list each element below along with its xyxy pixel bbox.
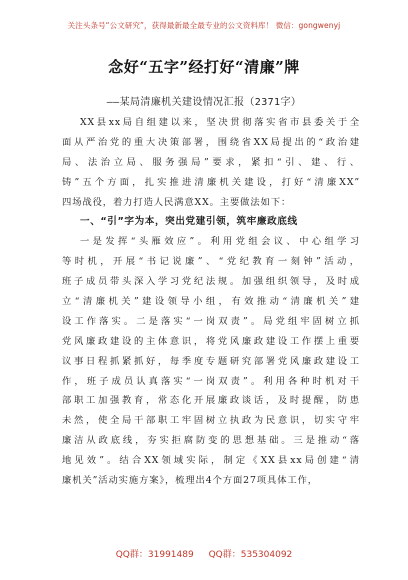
paragraph-line: 四场战役，着力打造人民满意XX。主要做法如下： [62,196,292,208]
paragraph-line: 未然，使全局干部职工牢固树立执政为民意识，切实守牢 [62,415,360,427]
section-heading: 一、“引”字为本，突出党建引领，筑牢廉政底线 [80,216,298,228]
paragraph-line: 设工作落实。二是落实“一岗双责”。局党组牢固树立抓 [62,315,360,327]
qq-group-2: QQ群：535304092 [208,550,293,560]
qq-group-1: QQ群：31991489 [115,550,194,560]
paragraph-line: 部职工加强教育，常态化开展廉政谈话，及时提醒，防患 [62,395,360,407]
footer-contact [0,547,408,560]
paragraph-line: 一是发挥“头雁效应”。利用党组会议、中心组学习 [80,236,360,248]
paragraph-line: XX县xx局自组建以来，坚决贯彻落实省市县委关于全 [80,117,360,128]
paragraph-line: 立“清廉机关”建设领导小组，有效推动“清廉机关”建 [62,296,360,308]
document-title: 念好“五字”经打好“清廉”牌 [108,58,300,76]
paragraph-line: 议事日程抓紧抓好，每季度专题研究部署党风廉政建设工 [62,355,360,367]
promo-banner: 关注头条号“公文研究”，获得最新最全最专业的公文资料库！ 微信：gongwenyj [67,21,341,30]
paragraph-line: 局、法治立局、服务强局”要求，紧扣“引、建、行、 [62,156,360,168]
paragraph-line: 党风廉政建设的主体意识，将党风廉政建设工作摆上重要 [62,335,360,347]
document-body [62,113,360,491]
paragraph-line: 廉洁从政底线，夯实拒腐防变的思想基础。三是推动“落 [62,435,360,447]
paragraph-line: 作，班子成员认真落实“一岗双责”。利用各种时机对干 [62,375,360,387]
paragraph-line: 廉机关”活动实施方案》，梳理出4个方面27项具体工作， [62,475,318,487]
paragraph-line: 等时机，开展“书记说廉”、“党纪教育一刻钟”活动， [62,256,360,268]
paragraph-line: 面从严治党的重大决策部署，围绕省XX局提出的“政治建 [62,136,360,148]
paragraph-line: 铸”五个方面，扎实推进清廉机关建设，打好“清廉XX” [62,176,360,188]
paragraph-line: 地见效”。结合XX领域实际，制定《XX县xx局创建“清 [62,455,360,467]
paragraph-line: 班子成员带头深入学习党纪法规。加强组织领导，及时成 [62,276,360,288]
document-subtitle: ——某局清廉机关建设情况汇报（2371字） [106,97,302,108]
